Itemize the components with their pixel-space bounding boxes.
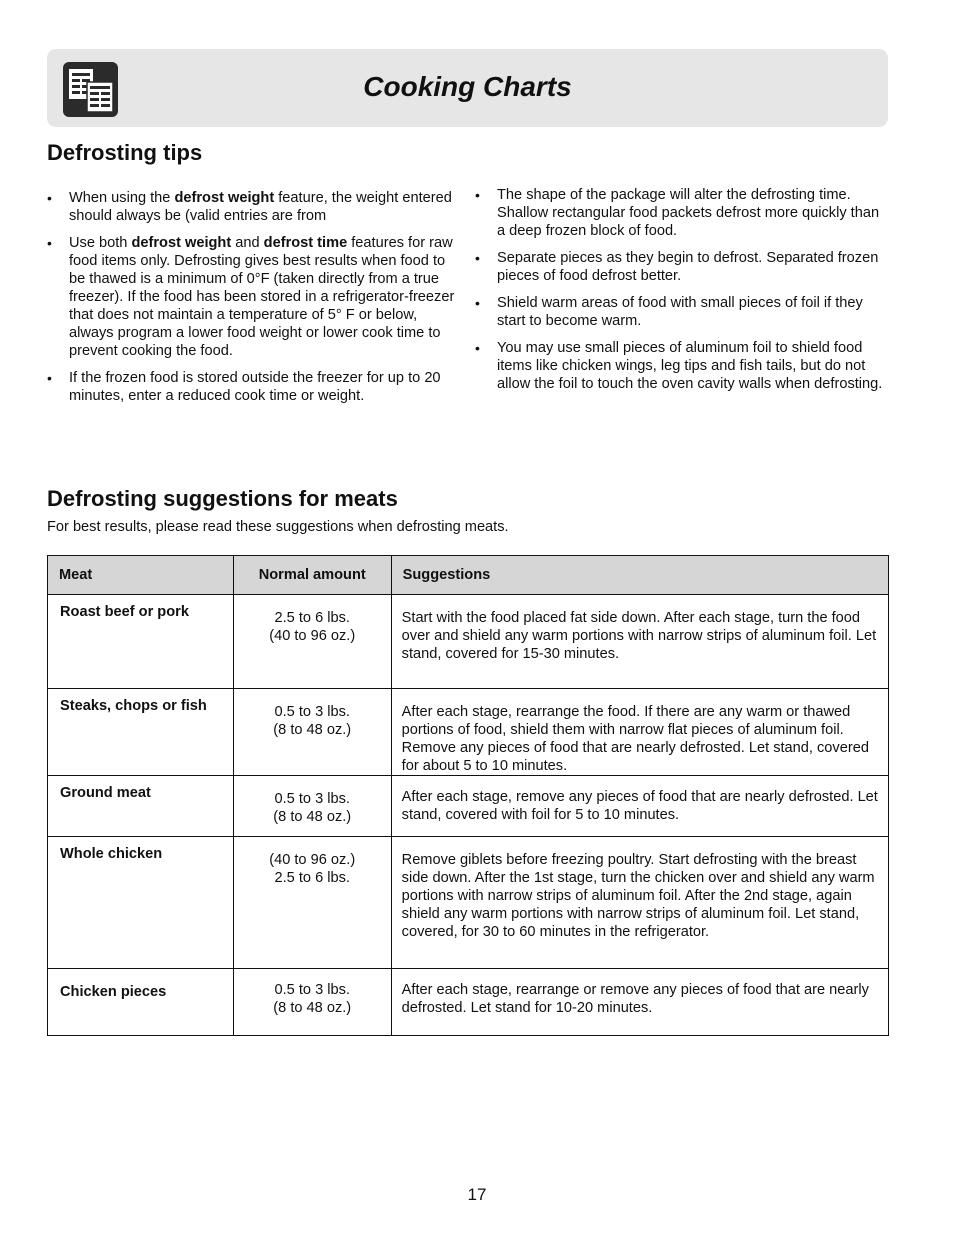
tip-item bbox=[475, 294, 889, 330]
table-row bbox=[48, 969, 889, 1036]
tip-item bbox=[475, 249, 889, 285]
meat-cell: Chicken pieces bbox=[48, 969, 234, 1036]
tip-text: Separate pieces as they begin to defrost. Separated frozen pieces of food defrost better. bbox=[497, 250, 879, 284]
amount-line: 2.5 to 6 lbs. bbox=[274, 870, 350, 886]
tip-keyword: defrost time bbox=[263, 235, 348, 251]
tips-list-left bbox=[47, 189, 455, 414]
tip-text: Shield warm areas of food with small pieces of foil if they start to become warm. bbox=[497, 295, 863, 329]
tip-item bbox=[475, 339, 889, 393]
meats-heading: Defrosting suggestions for meats bbox=[47, 486, 398, 511]
tip-text: feature, the weight entered should always be (valid entries are from bbox=[69, 190, 452, 224]
tip-item bbox=[47, 369, 455, 405]
amount-line: (40 to 96 oz.) bbox=[269, 852, 356, 868]
amount-line: 2.5 to 6 lbs. bbox=[274, 610, 350, 626]
table-row bbox=[48, 776, 889, 837]
tip-text: The shape of the package will alter the defrosting time. Shallow rectangular food packets defrost more quickly than a deep frozen block of food. bbox=[497, 187, 880, 239]
defrost-meats-table bbox=[47, 555, 889, 1036]
header-banner bbox=[47, 49, 888, 127]
tip-item bbox=[475, 186, 889, 240]
amount-cell bbox=[233, 837, 391, 969]
tip-text: You may use small pieces of aluminum foil to shield food items like chicken wings, leg tips and fish tails, but do not allow the foil to touch the oven cavity walls when defrosting. bbox=[497, 340, 883, 392]
column-header-amount: Normal amount bbox=[233, 556, 391, 595]
suggestion-cell: After each stage, rearrange the food. If there are any warm or thawed portions of food, shield them with narrow flat pieces of aluminum foil. Remove any pieces of food that are nearly defrosted. Let stand, covered for about 5 to 10 minutes. bbox=[391, 689, 888, 776]
suggestion-cell: After each stage, rearrange or remove any pieces of food that are nearly defrosted. Let stand for 10-20 minutes. bbox=[391, 969, 888, 1036]
amount-cell bbox=[233, 689, 391, 776]
amount-line: 0.5 to 3 lbs. bbox=[274, 704, 350, 720]
column-header-meat: Meat bbox=[48, 556, 234, 595]
column-header-suggestions: Suggestions bbox=[391, 556, 888, 595]
tip-text: When using the bbox=[69, 190, 175, 206]
table-row bbox=[48, 595, 889, 689]
suggestion-cell: Remove giblets before freezing poultry. Start defrosting with the breast side down. After the 1st stage, turn the chicken over and shield any warm portions with narrow strips of aluminum foil. After the 2nd stage, again shield any warm portions with narrow strips of aluminum foil. Let stand, covered, for 30 to 60 minutes in the refrigerator. bbox=[391, 837, 888, 969]
tip-text: Use both bbox=[69, 235, 132, 251]
page-title: Cooking Charts bbox=[363, 71, 572, 102]
amount-line: 0.5 to 3 lbs. bbox=[274, 791, 350, 807]
amount-line: (8 to 48 oz.) bbox=[273, 809, 352, 825]
amount-line: 0.5 to 3 lbs. bbox=[274, 982, 350, 998]
meat-cell: Ground meat bbox=[48, 776, 234, 837]
tip-text: features for raw food items only. Defrosting gives best results when food to be thawed is a minimum of 0°F (taken directly from a true freezer). If the food has been stored in a refrigerator-freezer that does not maintain a temperature of 5° F or below, always program a lower food weight or lower cook time to prevent cooking the food. bbox=[69, 235, 455, 359]
page-number: 17 bbox=[467, 1185, 487, 1204]
tip-keyword: defrost weight bbox=[174, 190, 275, 206]
tip-item bbox=[47, 189, 455, 225]
amount-line: (8 to 48 oz.) bbox=[273, 1000, 352, 1016]
amount-cell bbox=[233, 776, 391, 837]
suggestion-cell: After each stage, remove any pieces of food that are nearly defrosted. Let stand, covered with foil for 5 to 10 minutes. bbox=[391, 776, 888, 837]
tip-keyword: defrost weight bbox=[131, 235, 232, 251]
tip-text: and bbox=[231, 235, 264, 251]
amount-cell bbox=[233, 969, 391, 1036]
tip-item bbox=[47, 234, 455, 360]
table-row bbox=[48, 837, 889, 969]
meat-cell: Whole chicken bbox=[48, 837, 234, 969]
amount-cell bbox=[233, 595, 391, 689]
amount-line: (40 to 96 oz.) bbox=[269, 628, 356, 644]
meat-cell: Steaks, chops or fish bbox=[48, 689, 234, 776]
amount-line: (8 to 48 oz.) bbox=[273, 722, 352, 738]
table-row bbox=[48, 689, 889, 776]
tip-text: If the frozen food is stored outside the freezer for up to 20 minutes, enter a reduced cook time or weight. bbox=[69, 370, 441, 404]
meat-cell: Roast beef or pork bbox=[48, 595, 234, 689]
meats-intro: For best results, please read these suggestions when defrosting meats. bbox=[47, 519, 509, 535]
defrosting-tips-heading: Defrosting tips bbox=[47, 140, 203, 165]
table-header-row bbox=[48, 556, 889, 595]
tips-list-right bbox=[475, 186, 889, 402]
suggestion-cell: Start with the food placed fat side down. After each stage, turn the food over and shield any warm portions with narrow strips of aluminum foil. Let stand, covered for 15-30 minutes. bbox=[391, 595, 888, 689]
